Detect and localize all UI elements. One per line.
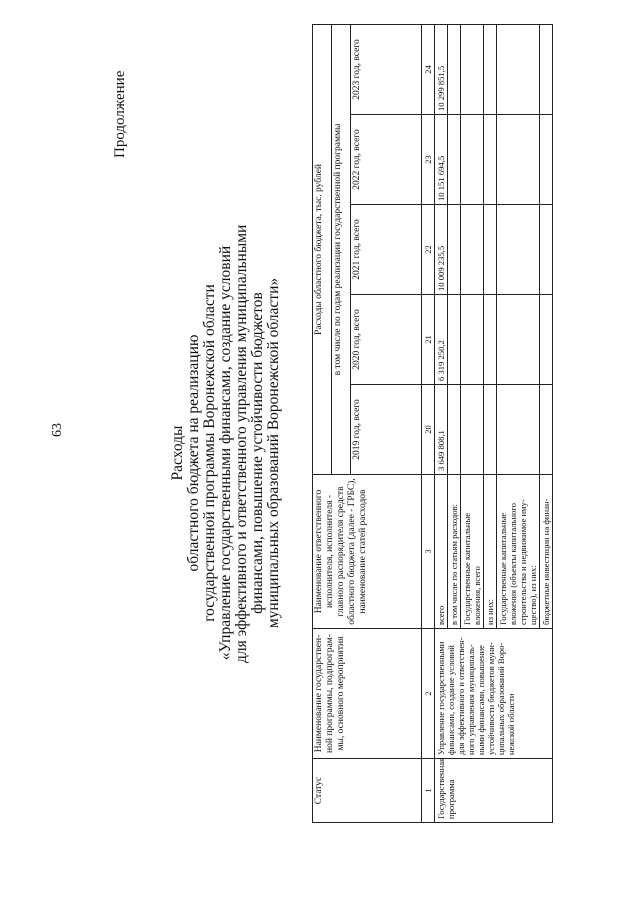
value-cell (497, 385, 540, 475)
title-line: «Управление государственными финансами, создание условий (217, 245, 234, 661)
header-year-2023: 2023 год, всего (351, 24, 422, 114)
value-cell (461, 24, 484, 114)
value-cell (497, 115, 540, 205)
header-year-2021: 2021 год, всего (351, 205, 422, 295)
budget-table (312, 24, 553, 823)
value-cell (540, 295, 553, 385)
line-label: Государственные капитальные вложения, всего (461, 475, 484, 629)
column-number: 22 (422, 205, 435, 295)
value-cell (540, 24, 553, 114)
header-executor: Наименование ответственного исполнителя, исполнителя - главного распорядителя средств областного бюджета (далее - ГРБС), наименование статей расходов (313, 475, 422, 629)
value-cell (497, 205, 540, 295)
value-cell (461, 295, 484, 385)
program-name-cell: Управление государственными финансами, создание условий для эффективного и ответствен-ного управления муниципаль-ными финансами, повышение устойчивости бюджетов муни-ципальных образований Воро-нежской области (435, 629, 553, 759)
value-cell: 6 319 250,2 (435, 295, 448, 385)
title-line: Расходы (169, 425, 186, 481)
header-status: Статус (313, 759, 422, 823)
value-cell: 10 151 694,5 (435, 115, 448, 205)
value-cell (484, 385, 497, 475)
table-row (435, 24, 448, 822)
value-cell (484, 205, 497, 295)
title-line: государственной программы Воронежской области (201, 284, 218, 622)
value-cell (484, 24, 497, 114)
title-line: финансами, повышение устойчивости бюджетов (249, 292, 266, 614)
value-cell (448, 295, 461, 385)
continuation-label: Продолжение (112, 70, 128, 158)
line-label: Государственные капитальные вложения (объекты капитального строительства и недвижимое иму-щество), из них: (497, 475, 540, 629)
value-cell (448, 24, 461, 114)
page-number: 63 (50, 423, 65, 437)
value-cell (448, 205, 461, 295)
value-cell (461, 115, 484, 205)
column-number: 1 (422, 759, 435, 823)
column-number: 21 (422, 295, 435, 385)
value-cell (540, 115, 553, 205)
value-cell (540, 385, 553, 475)
value-cell: 10 009 235,5 (435, 205, 448, 295)
line-label: в том числе по статьям расходов: (448, 475, 461, 629)
document-title (169, 224, 282, 663)
title-line: для эффективного и ответственного управления муниципальными (233, 224, 250, 663)
column-number: 24 (422, 24, 435, 114)
header-expenses: Расходы областного бюджета, тыс. рублей (313, 24, 332, 474)
column-number: 20 (422, 385, 435, 475)
column-number: 23 (422, 115, 435, 205)
value-cell: 3 649 808,1 (435, 385, 448, 475)
title-line: муниципальных образований Воронежской области» (265, 277, 282, 629)
title-line: областного бюджета на реализацию (185, 334, 202, 572)
value-cell (484, 115, 497, 205)
line-label: бюджетные инвестиции на финан- (540, 475, 553, 629)
value-cell (448, 385, 461, 475)
header-program-name: Наименование государствен-ной программы, подпрограм-мы, основного мероприятия (313, 629, 422, 759)
header-year-2020: 2020 год, всего (351, 295, 422, 385)
column-number: 3 (422, 475, 435, 629)
header-by-years: в том числе по годам реализации государственной программы (332, 24, 351, 474)
value-cell (540, 205, 553, 295)
value-cell (484, 295, 497, 385)
value-cell: 10 299 851,5 (435, 24, 448, 114)
value-cell (497, 295, 540, 385)
value-cell (497, 24, 540, 114)
header-year-2019: 2019 год, всего (351, 385, 422, 475)
value-cell (448, 115, 461, 205)
line-label: из них: (484, 475, 497, 629)
value-cell (461, 205, 484, 295)
line-label: всего (435, 475, 448, 629)
status-cell: Государственная программа (435, 759, 553, 823)
header-year-2022: 2022 год, всего (351, 115, 422, 205)
column-number: 2 (422, 629, 435, 759)
value-cell (461, 385, 484, 475)
